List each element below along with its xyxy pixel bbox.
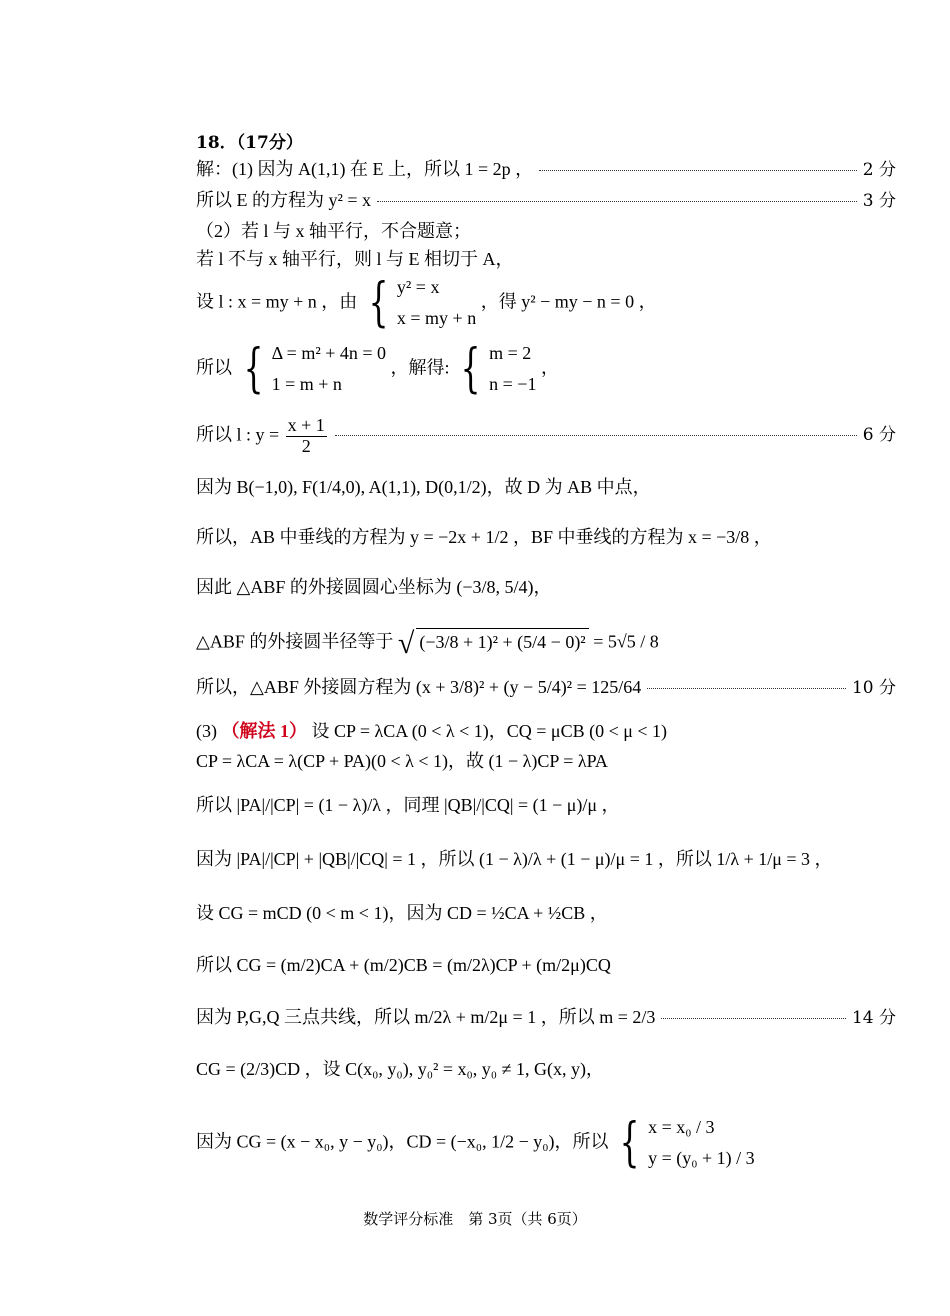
solution-line-19: 因为 P,G,Q 三点共线，所以 m/2λ + m/2μ = 1 ，所以 m = 2/3 14 分 (196, 1007, 896, 1028)
score-label: 10 分 (851, 678, 896, 698)
equation-system: { Δ = m² + 4n = 0 1 = m + n (243, 339, 387, 400)
solution-line-2: 所以 E 的方程为 y² = x 3 分 (196, 190, 896, 211)
brace-symbol: { (243, 339, 263, 400)
solution-line-20: CG = (2/3)CD ，设 C(x₀, y₀), y₀² = x₀, y₀ ≠ 1, G(x, y)， (196, 1059, 604, 1079)
solution-line-9: 所以，AB 中垂线的方程为 y = −2x + 1/2 ，BF 中垂线的方程为 x = −3/8 ， (196, 527, 772, 547)
solution-line-5: 设 l : x = my + n ，由 { y² = x x = my + n ，得 y² − my − n = 0 ， (196, 273, 657, 334)
score-label: 14 分 (851, 1008, 896, 1028)
leader-dots (647, 688, 846, 689)
score-label: 2 分 (862, 160, 896, 180)
solution-system: { m = 2 n = −1 (460, 339, 537, 400)
solution-line-13: (3) （解法 1） 设 CP = λCA (0 < λ < 1)，CQ = μCB (0 < μ < 1) (196, 721, 668, 741)
solution-line-16: 因为 |PA|/|CP| + |QB|/|CQ| = 1 ，所以 (1 − λ)/λ + (1 − μ)/μ = 1 ，所以 1/λ + 1/μ = 3 ， (196, 849, 833, 869)
solution-line-10: 因此 △ABF 的外接圆圆心坐标为 (−3/8, 5/4)， (196, 577, 552, 597)
leader-dots (539, 170, 857, 171)
fraction: $\frac{x + 1}{2}$ (287, 415, 325, 456)
score-label: 6 分 (862, 425, 896, 446)
solution-line-1: 解：(1) 因为 A(1,1) 在 E 上，所以 1 = 2p ， 2 分 (196, 159, 896, 180)
solution-line-14: CP = λCA = λ(CP + PA)(0 < λ < 1)，故 (1 − λ)CP = λPA (196, 751, 608, 771)
solution-line-15: 所以 |PA|/|CP| = (1 − λ)/λ ，同理 |QB|/|CQ| = (1 − μ)/μ ， (196, 795, 620, 815)
solution-line-4: 若 l 不与 x 轴平行，则 l 与 E 相切于 A， (196, 249, 514, 269)
leader-dots (377, 201, 857, 202)
brace-symbol: { (619, 1113, 640, 1174)
page-footer: 数学评分标准 第 3页（共 6页） (363, 1210, 587, 1228)
leader-dots (335, 435, 857, 436)
solution-line-8: 因为 B(−1,0), F(1/4,0), A(1,1), D(0,1/2)，故 D 为 AB 中点， (196, 477, 651, 497)
solution-line-11: △ABF 的外接圆半径等于 √ (−3/8 + 1)² + (5/4 − 0)² = 5√5 / 8 (196, 627, 659, 660)
solution-line-6: 所以 { Δ = m² + 4n = 0 1 = m + n ，解得: { m = 2 n = −1 ， (196, 339, 559, 400)
solution-line-12: 所以，△ABF 外接圆方程为 (x + 3/8)² + (y − 5/4)² = 125/64 10 分 (196, 677, 896, 698)
brace-symbol: { (368, 273, 389, 334)
problem-title: 18．（17分） (196, 133, 303, 153)
solution-line-3: （2）若 l 与 x 轴平行，不合题意； (196, 221, 471, 241)
solution-line-18: 所以 CG = (m/2)CA + (m/2)CB = (m/2λ)CP + (m/2μ)CQ (196, 955, 611, 975)
solution-line-17: 设 CG = mCD (0 < m < 1)，因为 CD = ½CA + ½CB ， (196, 903, 608, 923)
method-label: （解法 1） (221, 721, 307, 741)
equation-system: { y² = x x = my + n (368, 273, 477, 334)
solution-line-21: 因为 CG = (x − x₀, y − y₀)，CD = (−x₀, 1/2 − y₀)，所以 { x = x₀ / 3 y = (y₀ + 1) / 3 (196, 1113, 755, 1174)
equation-system: { x = x₀ / 3 y = (y₀ + 1) / 3 (619, 1113, 755, 1174)
brace-symbol: { (460, 339, 481, 400)
solution-line-7: 所以 l : y = $\frac{x + 1}{2}$ 6 分 (196, 415, 896, 456)
sqrt-symbol: √ (397, 627, 415, 660)
leader-dots (661, 1018, 846, 1019)
score-label: 3 分 (862, 191, 896, 211)
